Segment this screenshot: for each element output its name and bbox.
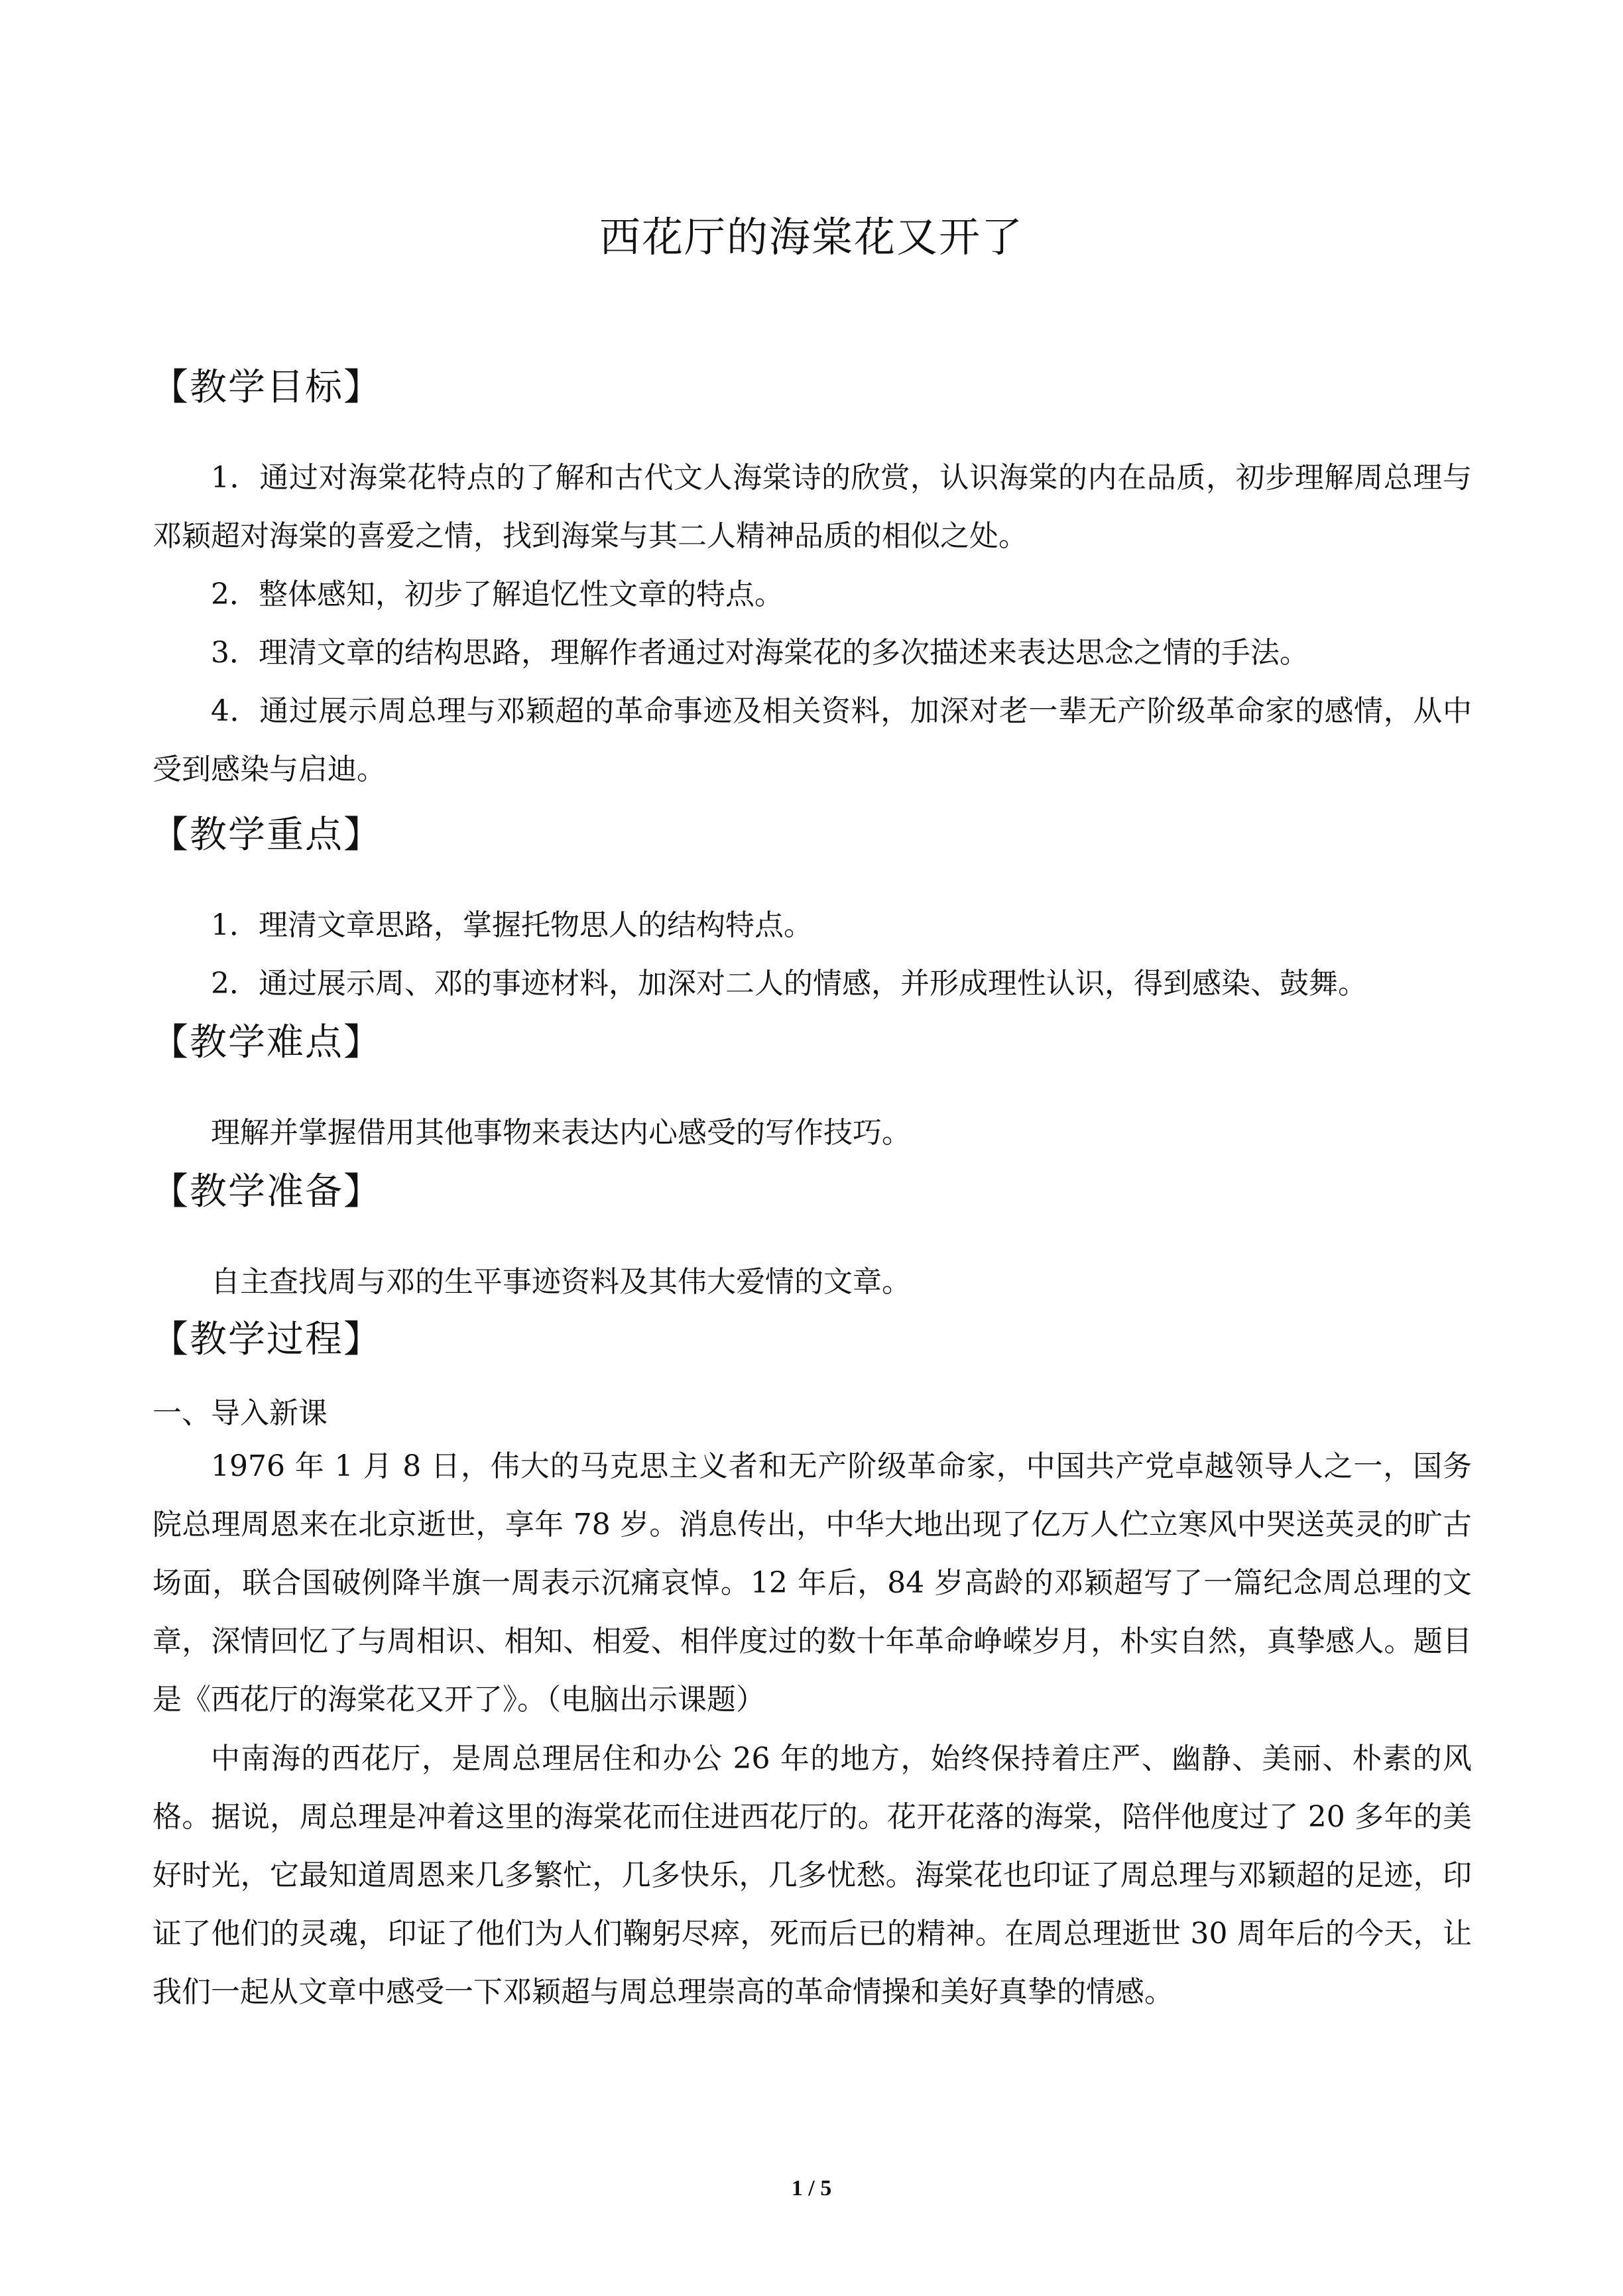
objective-item: 4．通过展示周总理与邓颖超的革命事迹及相关资料，加深对老一辈无产阶级革命家的感情，从中受到感染与启迪。 bbox=[152, 694, 1472, 786]
preparation-text: 自主查找周与邓的生平事迹资料及其伟大爱情的文章。 bbox=[211, 1265, 911, 1299]
section-heading-key-points: 【教学重点】 bbox=[151, 814, 382, 857]
objective-item: 3．理清文章的结构思路，理解作者通过对海棠花的多次描述来表达思念之情的手法。 bbox=[211, 636, 1309, 670]
section-heading-difficulties: 【教学难点】 bbox=[151, 1021, 382, 1064]
section-heading-preparation: 【教学准备】 bbox=[151, 1170, 382, 1213]
objective-item: 1．通过对海棠花特点的了解和古代文人海棠诗的欣赏，认识海棠的内在品质，初步理解周总理与邓颖超对海棠的喜爱之情，找到海棠与其二人精神品质的相似之处。 bbox=[152, 461, 1472, 553]
process-paragraph: 中南海的西花厅，是周总理居住和办公 26 年的地方，始终保持着庄严、幽静、美丽、朴素的风格。据说，周总理是冲着这里的海棠花而住进西花厅的。花开花落的海棠，陪伴他度过了 20 多年的美好时光，它最知道周恩来几多繁忙，几多快乐，几多忧愁。海棠花也印证了周总理与邓颖超的足迹，印证了他们的灵魂，印证了他们为人们鞠躬尽瘁，死而后已的精神。在周总理逝世 30 周年后的今天，让我们一起从文章中感受一下邓颖超与周总理崇高的革命情操和美好真挚的情感。 bbox=[152, 1742, 1472, 2009]
process-subheading: 一、导入新课 bbox=[152, 1396, 328, 1430]
section-heading-process: 【教学过程】 bbox=[151, 1318, 382, 1361]
process-paragraph: 1976 年 1 月 8 日，伟大的马克思主义者和无产阶级革命家，中国共产党卓越领导人之一，国务院总理周恩来在北京逝世，享年 78 岁。消息传出，中华大地出现了亿万人伫立寒风中哭送英灵的旷古场面，联合国破例降半旗一周表示沉痛哀悼。12 年后，84 岁高龄的邓颖超写了一篇纪念周总理的文章，深情回忆了与周相识、相知、相爱、相伴度过的数十年革命峥嵘岁月，朴实自然，真挚感人。题目是《西花厅的海棠花又开了》。（电脑出示课题） bbox=[152, 1449, 1472, 1717]
difficulty-text: 理解并掌握借用其他事物来表达内心感受的写作技巧。 bbox=[211, 1116, 911, 1150]
objective-item: 2．整体感知，初步了解追忆性文章的特点。 bbox=[211, 577, 784, 611]
section-heading-objectives: 【教学目标】 bbox=[151, 366, 382, 409]
key-point-item: 2．通过展示周、邓的事迹材料，加深对二人的情感，并形成理性认识，得到感染、鼓舞。 bbox=[211, 967, 1367, 1000]
page-number: 1 / 5 bbox=[791, 2176, 832, 2201]
document-title: 西花厅的海棠花又开了 bbox=[599, 213, 1024, 261]
key-point-item: 1．理清文章思路，掌握托物思人的结构特点。 bbox=[211, 908, 813, 942]
